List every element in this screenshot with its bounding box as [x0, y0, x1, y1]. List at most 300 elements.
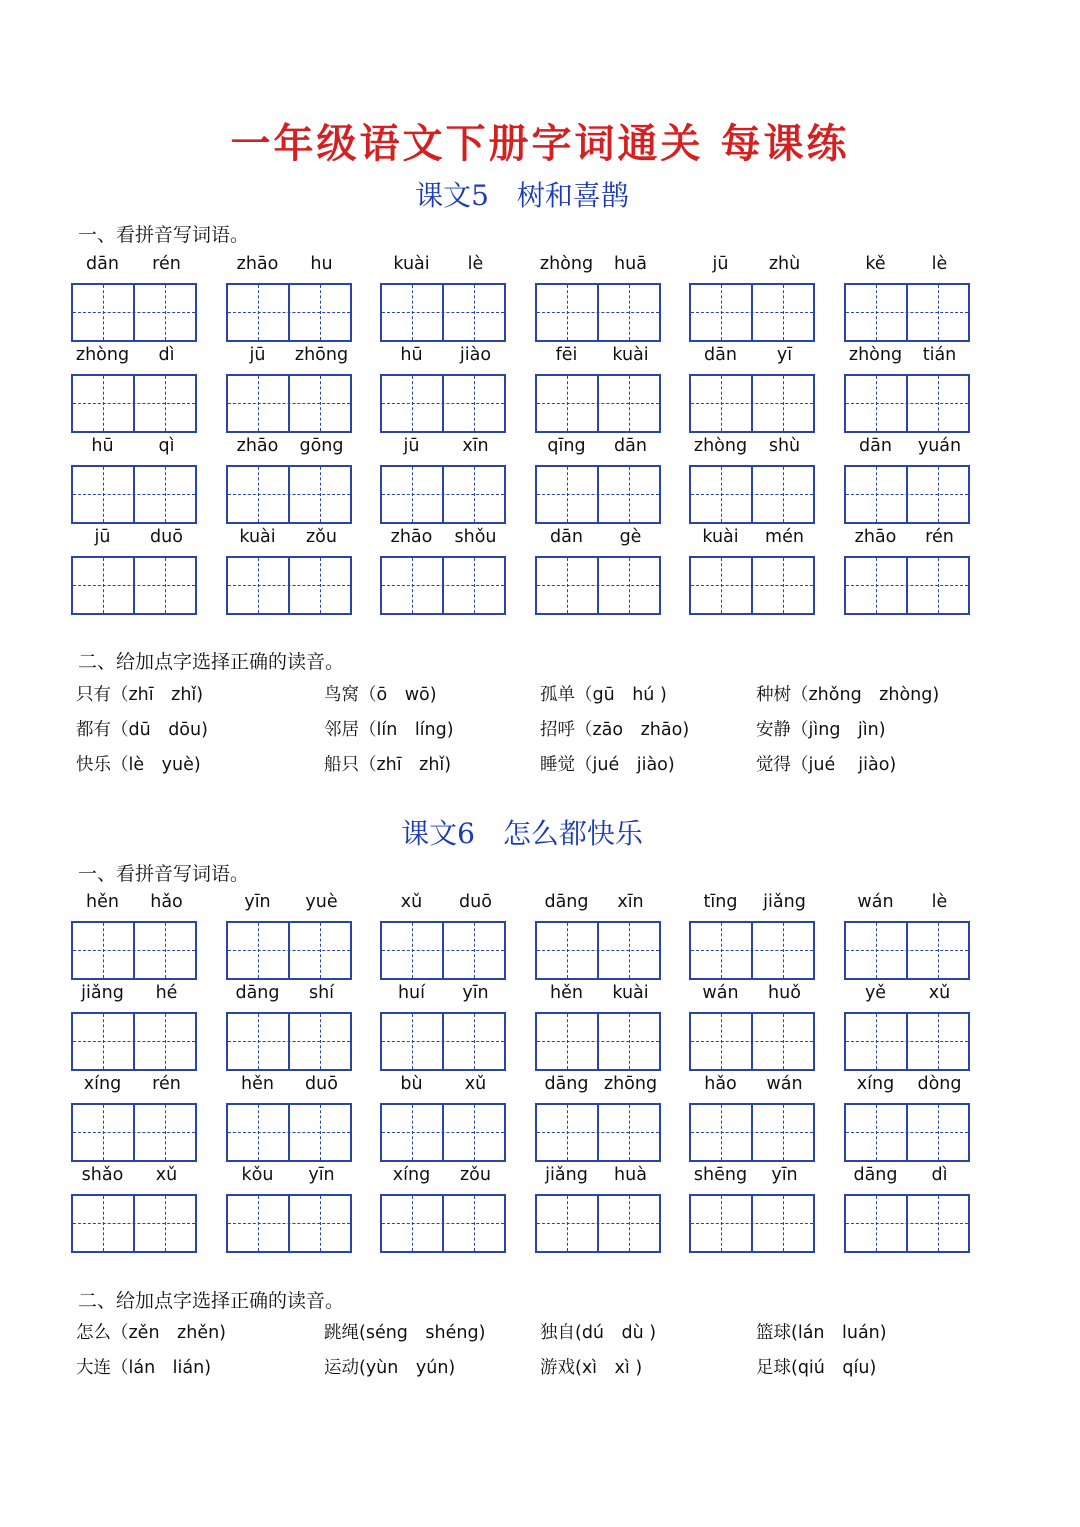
pinyin-label [844, 1074, 971, 1100]
grid-guide-line [382, 1041, 504, 1042]
grid-guide-line [938, 923, 939, 978]
word-cell [380, 345, 507, 436]
reading-choice-item: 觉得（jué jiào) [756, 755, 897, 775]
tianzige-writing-box[interactable] [535, 283, 661, 342]
pinyin-syllable: rén [925, 527, 954, 547]
pinyin-syllable: duō [459, 892, 492, 912]
pinyin-syllable: duō [150, 527, 183, 547]
pinyin-syllable: mén [765, 527, 804, 547]
grid-guide-line [474, 1014, 475, 1069]
reading-row [76, 716, 1016, 751]
pinyin-syllable: yīn [308, 1165, 335, 1185]
pinyin-syllable: yīn [771, 1165, 798, 1185]
grid-guide-line [783, 1105, 784, 1160]
pinyin-syllable: hǎo [704, 1074, 737, 1094]
tianzige-writing-box[interactable] [689, 374, 815, 433]
pinyin-syllable: zhòng [693, 436, 748, 456]
word-cell [844, 983, 971, 1074]
grid-guide-line [629, 923, 630, 978]
word-cell [535, 1074, 662, 1165]
word-cell [226, 345, 353, 436]
grid-guide-line [567, 1196, 568, 1251]
reading-choice-item: 游戏(xì xì ) [540, 1358, 643, 1378]
grid-guide-line [537, 585, 659, 586]
pinyin-syllable: zhòng [75, 345, 130, 365]
word-cell [844, 1165, 971, 1256]
tianzige-writing-box[interactable] [535, 921, 661, 980]
grid-guide-line [721, 1105, 722, 1160]
word-cell [689, 345, 816, 436]
word-cell [71, 983, 198, 1074]
grid-guide-line [567, 285, 568, 340]
tianzige-writing-box[interactable] [844, 921, 970, 980]
grid-guide-line [412, 1196, 413, 1251]
reading-choice-item: 运动(yùn yún) [324, 1358, 456, 1378]
grid-guide-line [382, 1223, 504, 1224]
grid-guide-line [258, 285, 259, 340]
pinyin-label [689, 892, 816, 918]
tianzige-writing-box[interactable] [226, 556, 352, 615]
pinyin-syllable: dān [550, 527, 583, 547]
word-row [71, 1165, 971, 1256]
tianzige-writing-box[interactable] [380, 283, 506, 342]
pinyin-syllable: hěn [550, 983, 583, 1003]
pinyin-label [535, 892, 662, 918]
grid-guide-line [258, 1014, 259, 1069]
pinyin-syllable: yīn [462, 983, 489, 1003]
grid-guide-line [721, 285, 722, 340]
tianzige-writing-box[interactable] [844, 1194, 970, 1253]
tianzige-writing-box[interactable] [226, 921, 352, 980]
pinyin-label [844, 254, 971, 280]
grid-guide-line [721, 558, 722, 613]
grid-guide-line [537, 494, 659, 495]
word-grid [71, 254, 971, 618]
pinyin-syllable: jiào [459, 345, 492, 365]
grid-guide-line [165, 376, 166, 431]
pinyin-label [535, 345, 662, 371]
grid-guide-line [876, 467, 877, 522]
tianzige-writing-box[interactable] [71, 1103, 197, 1162]
pinyin-syllable: duō [305, 1074, 338, 1094]
tianzige-writing-box[interactable] [226, 283, 352, 342]
grid-guide-line [567, 1014, 568, 1069]
reading-row [76, 1319, 1016, 1354]
pinyin-syllable: tián [922, 345, 957, 365]
word-cell [380, 983, 507, 1074]
pinyin-label [844, 892, 971, 918]
tianzige-writing-box[interactable] [71, 556, 197, 615]
word-cell [226, 892, 353, 983]
word-cell [844, 345, 971, 436]
grid-guide-line [846, 1041, 968, 1042]
pinyin-label [71, 345, 198, 371]
grid-guide-line [938, 467, 939, 522]
word-cell [689, 436, 816, 527]
word-row [71, 436, 971, 527]
reading-choice-item: 船只（zhī zhǐ) [324, 755, 452, 775]
lesson-title: 课文6 怎么都快乐 [401, 817, 643, 850]
grid-guide-line [783, 376, 784, 431]
grid-guide-line [629, 1105, 630, 1160]
pinyin-syllable: hu [310, 254, 333, 274]
pinyin-label [380, 527, 507, 553]
grid-guide-line [228, 1223, 350, 1224]
tianzige-writing-box[interactable] [535, 465, 661, 524]
pinyin-syllable: kǒu [241, 1165, 274, 1185]
grid-guide-line [228, 1041, 350, 1042]
word-cell [844, 892, 971, 983]
pinyin-syllable: dān [614, 436, 647, 456]
grid-guide-line [103, 285, 104, 340]
pinyin-syllable: jū [249, 345, 266, 365]
pinyin-syllable: yě [864, 983, 887, 1003]
grid-guide-line [165, 467, 166, 522]
word-cell [380, 527, 507, 618]
word-cell [689, 254, 816, 345]
tianzige-writing-box[interactable] [844, 283, 970, 342]
grid-guide-line [629, 467, 630, 522]
pinyin-syllable: zhòng [539, 254, 594, 274]
grid-guide-line [320, 558, 321, 613]
tianzige-writing-box[interactable] [844, 374, 970, 433]
grid-guide-line [73, 1041, 195, 1042]
grid-guide-line [537, 1041, 659, 1042]
pinyin-syllable: jū [712, 254, 729, 274]
reading-choice-item: 睡觉（jué jiào) [540, 755, 675, 775]
grid-guide-line [691, 494, 813, 495]
word-cell [71, 527, 198, 618]
grid-guide-line [73, 1223, 195, 1224]
grid-guide-line [165, 923, 166, 978]
grid-guide-line [228, 585, 350, 586]
grid-guide-line [474, 376, 475, 431]
pinyin-label [689, 345, 816, 371]
reading-row [76, 1354, 1016, 1389]
pinyin-label [535, 1074, 662, 1100]
grid-guide-line [258, 923, 259, 978]
reading-choice-item: 邻居（lín líng) [324, 720, 454, 740]
word-cell [226, 254, 353, 345]
grid-guide-line [382, 312, 504, 313]
word-cell [535, 436, 662, 527]
pinyin-label [226, 1165, 353, 1191]
grid-guide-line [567, 376, 568, 431]
grid-guide-line [783, 558, 784, 613]
pinyin-label [71, 254, 198, 280]
grid-guide-line [474, 285, 475, 340]
grid-guide-line [103, 467, 104, 522]
grid-guide-line [691, 585, 813, 586]
tianzige-writing-box[interactable] [535, 556, 661, 615]
reading-choice-item: 鸟窝（ō wō) [324, 685, 437, 705]
grid-guide-line [258, 558, 259, 613]
pinyin-syllable: lè [931, 892, 948, 912]
pinyin-label [689, 254, 816, 280]
pinyin-syllable: shí [308, 983, 335, 1003]
tianzige-writing-box[interactable] [226, 465, 352, 524]
pinyin-syllable: jiǎng [545, 1165, 588, 1185]
pinyin-label [71, 983, 198, 1009]
word-cell [380, 1074, 507, 1165]
grid-guide-line [691, 1041, 813, 1042]
grid-guide-line [846, 950, 968, 951]
grid-guide-line [938, 1196, 939, 1251]
pinyin-syllable: zhù [768, 254, 801, 274]
tianzige-writing-box[interactable] [380, 1194, 506, 1253]
pinyin-syllable: tīng [703, 892, 738, 912]
tianzige-writing-box[interactable] [226, 1103, 352, 1162]
pinyin-syllable: rén [152, 254, 181, 274]
tianzige-writing-box[interactable] [380, 556, 506, 615]
tianzige-writing-box[interactable] [380, 465, 506, 524]
pinyin-syllable: wán [857, 892, 894, 912]
reading-choice-item: 种树（zhǒng zhòng) [756, 685, 940, 705]
tianzige-writing-box[interactable] [689, 465, 815, 524]
pinyin-syllable: jū [94, 527, 111, 547]
tianzige-writing-box[interactable] [71, 283, 197, 342]
grid-guide-line [938, 376, 939, 431]
tianzige-writing-box[interactable] [226, 1194, 352, 1253]
grid-guide-line [258, 376, 259, 431]
pinyin-syllable: hū [400, 345, 423, 365]
grid-guide-line [73, 950, 195, 951]
tianzige-writing-box[interactable] [689, 921, 815, 980]
grid-guide-line [721, 1196, 722, 1251]
grid-guide-line [320, 376, 321, 431]
word-cell [226, 1074, 353, 1165]
grid-guide-line [629, 376, 630, 431]
pinyin-label [844, 345, 971, 371]
pinyin-syllable: xǔ [400, 892, 423, 912]
grid-guide-line [382, 950, 504, 951]
word-cell [535, 254, 662, 345]
tianzige-writing-box[interactable] [535, 1103, 661, 1162]
pinyin-syllable: hé [155, 983, 178, 1003]
tianzige-writing-box[interactable] [689, 283, 815, 342]
tianzige-writing-box[interactable] [689, 1103, 815, 1162]
pinyin-syllable: xíng [392, 1165, 431, 1185]
grid-guide-line [691, 403, 813, 404]
word-cell [844, 436, 971, 527]
grid-guide-line [258, 1105, 259, 1160]
section-heading-pinyin: 一、看拼音写词语。 [78, 224, 250, 246]
pinyin-syllable: dān [859, 436, 892, 456]
grid-guide-line [320, 1014, 321, 1069]
grid-guide-line [228, 494, 350, 495]
pinyin-syllable: zhāo [854, 527, 897, 547]
grid-guide-line [412, 1014, 413, 1069]
pinyin-syllable: zǒu [460, 1165, 491, 1185]
word-cell [689, 892, 816, 983]
pinyin-label [380, 892, 507, 918]
grid-guide-line [73, 403, 195, 404]
tianzige-writing-box[interactable] [844, 1012, 970, 1071]
grid-guide-line [73, 494, 195, 495]
grid-guide-line [412, 376, 413, 431]
pinyin-syllable: yuán [917, 436, 962, 456]
grid-guide-line [876, 558, 877, 613]
pinyin-label [535, 436, 662, 462]
grid-guide-line [412, 467, 413, 522]
pinyin-label [689, 1074, 816, 1100]
grid-guide-line [73, 312, 195, 313]
word-cell [535, 1165, 662, 1256]
grid-guide-line [103, 1105, 104, 1160]
grid-guide-line [73, 1132, 195, 1133]
grid-guide-line [537, 1223, 659, 1224]
reading-choice-item: 大连（lán lián) [76, 1358, 212, 1378]
pinyin-syllable: shǎo [81, 1165, 124, 1185]
tianzige-writing-box[interactable] [689, 1012, 815, 1071]
pinyin-syllable: dāng [544, 892, 589, 912]
grid-guide-line [73, 585, 195, 586]
tianzige-writing-box[interactable] [71, 1012, 197, 1071]
grid-guide-line [938, 1014, 939, 1069]
grid-guide-line [412, 285, 413, 340]
grid-guide-line [691, 1223, 813, 1224]
grid-guide-line [474, 467, 475, 522]
grid-guide-line [846, 585, 968, 586]
pinyin-syllable: hū [91, 436, 114, 456]
tianzige-writing-box[interactable] [380, 1103, 506, 1162]
grid-guide-line [691, 1132, 813, 1133]
grid-guide-line [382, 494, 504, 495]
word-cell [226, 983, 353, 1074]
grid-guide-line [629, 558, 630, 613]
grid-guide-line [938, 1105, 939, 1160]
section-heading-reading: 二、给加点字选择正确的读音。 [78, 651, 345, 673]
pinyin-syllable: zhòng [848, 345, 903, 365]
word-grid [71, 892, 971, 1256]
pinyin-label [380, 1074, 507, 1100]
pinyin-syllable: jū [403, 436, 420, 456]
pinyin-syllable: hǎo [150, 892, 183, 912]
page-title: 一年级语文下册字词通关 每课练 [230, 120, 850, 167]
word-cell [71, 254, 198, 345]
grid-guide-line [103, 923, 104, 978]
pinyin-syllable: kuài [612, 983, 649, 1003]
tianzige-writing-box[interactable] [844, 1103, 970, 1162]
pinyin-syllable: zǒu [306, 527, 337, 547]
tianzige-writing-box[interactable] [71, 465, 197, 524]
grid-guide-line [783, 923, 784, 978]
word-cell [689, 983, 816, 1074]
tianzige-writing-box[interactable] [71, 374, 197, 433]
pinyin-syllable: huí [397, 983, 426, 1003]
reading-choice-item: 快乐（lè yuè) [76, 755, 201, 775]
pinyin-label [844, 983, 971, 1009]
pinyin-syllable: bù [400, 1074, 423, 1094]
pinyin-syllable: dān [704, 345, 737, 365]
word-cell [380, 1165, 507, 1256]
pinyin-syllable: dāng [544, 1074, 589, 1094]
word-row [71, 527, 971, 618]
reading-choice-item: 足球(qiú qíu) [756, 1358, 877, 1378]
pinyin-label [380, 436, 507, 462]
grid-guide-line [783, 467, 784, 522]
pinyin-label [689, 527, 816, 553]
pinyin-label [71, 1074, 198, 1100]
grid-guide-line [567, 1105, 568, 1160]
reading-list [76, 1319, 1016, 1389]
tianzige-writing-box[interactable] [844, 556, 970, 615]
reading-list [76, 681, 1016, 786]
pinyin-syllable: huǒ [768, 983, 801, 1003]
reading-choice-item: 安静（jìng jìn) [756, 720, 886, 740]
pinyin-syllable: jiǎng [81, 983, 124, 1003]
tianzige-writing-box[interactable] [380, 921, 506, 980]
tianzige-writing-box[interactable] [226, 374, 352, 433]
grid-guide-line [103, 1196, 104, 1251]
pinyin-label [380, 254, 507, 280]
word-cell [71, 892, 198, 983]
pinyin-label [71, 892, 198, 918]
pinyin-syllable: hěn [86, 892, 119, 912]
tianzige-writing-box[interactable] [535, 1194, 661, 1253]
grid-guide-line [629, 1014, 630, 1069]
reading-row [76, 681, 1016, 716]
pinyin-syllable: huā [614, 254, 647, 274]
tianzige-writing-box[interactable] [226, 1012, 352, 1071]
tianzige-writing-box[interactable] [689, 556, 815, 615]
pinyin-syllable: dì [158, 345, 175, 365]
grid-guide-line [721, 1014, 722, 1069]
grid-guide-line [412, 558, 413, 613]
word-cell [535, 527, 662, 618]
reading-choice-item: 只有（zhī zhǐ) [76, 685, 204, 705]
pinyin-label [535, 983, 662, 1009]
pinyin-syllable: xǔ [155, 1165, 178, 1185]
pinyin-syllable: lè [931, 254, 948, 274]
pinyin-syllable: xǔ [928, 983, 951, 1003]
grid-guide-line [567, 923, 568, 978]
tianzige-writing-box[interactable] [380, 1012, 506, 1071]
tianzige-writing-box[interactable] [689, 1194, 815, 1253]
tianzige-writing-box[interactable] [71, 1194, 197, 1253]
reading-choice-item: 都有（dū dōu) [76, 720, 208, 740]
tianzige-writing-box[interactable] [844, 465, 970, 524]
grid-guide-line [691, 950, 813, 951]
pinyin-syllable: jiǎng [763, 892, 806, 912]
word-cell [380, 254, 507, 345]
lesson-title: 课文5 树和喜鹊 [415, 179, 629, 212]
pinyin-syllable: yīn [244, 892, 271, 912]
tianzige-writing-box[interactable] [71, 921, 197, 980]
tianzige-writing-box[interactable] [535, 374, 661, 433]
word-cell [844, 254, 971, 345]
grid-guide-line [721, 376, 722, 431]
grid-guide-line [567, 558, 568, 613]
grid-guide-line [691, 312, 813, 313]
grid-guide-line [382, 403, 504, 404]
pinyin-label [535, 527, 662, 553]
pinyin-syllable: gè [619, 527, 642, 547]
grid-guide-line [412, 923, 413, 978]
pinyin-label [71, 527, 198, 553]
grid-guide-line [103, 376, 104, 431]
tianzige-writing-box[interactable] [380, 374, 506, 433]
pinyin-label [380, 345, 507, 371]
pinyin-syllable: kuài [702, 527, 739, 547]
tianzige-writing-box[interactable] [535, 1012, 661, 1071]
pinyin-syllable: xíng [856, 1074, 895, 1094]
pinyin-label [226, 892, 353, 918]
pinyin-syllable: wán [702, 983, 739, 1003]
pinyin-label [380, 983, 507, 1009]
pinyin-syllable: xǔ [464, 1074, 487, 1094]
pinyin-syllable: qì [158, 436, 175, 456]
